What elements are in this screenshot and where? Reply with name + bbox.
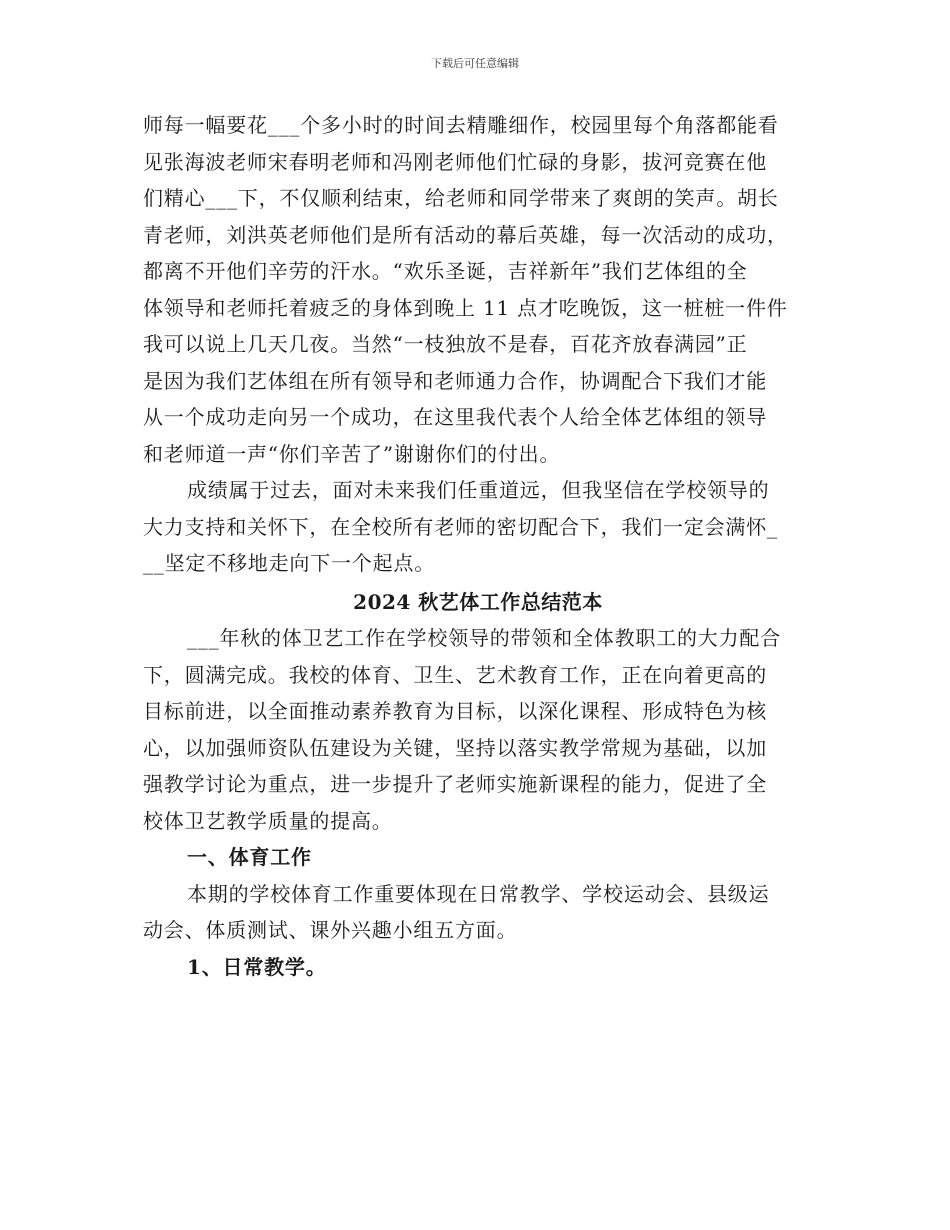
heading-daily-teaching: 1、日常教学。 xyxy=(187,954,327,979)
paragraph-line: 师每一幅要花___个多小时的时间去精雕细作，校园里每个角落都能看 xyxy=(143,113,779,137)
paragraph-line: 从一个成功走向另一个成功，在这里我代表个人给全体艺体组的领导 xyxy=(143,405,767,429)
paragraph-line: 强教学讨论为重点，进一步提升了老师实施新课程的能力，促进了全 xyxy=(143,772,767,796)
heading-sports-work: 一、体育工作 xyxy=(187,845,312,869)
paragraph-line: ___年秋的体卫艺工作在学校领导的带领和全体教职工的大力配合 xyxy=(187,626,781,650)
paragraph-line: 是因为我们艺体组在所有领导和老师通力合作，协调配合下我们才能 xyxy=(143,368,767,393)
paragraph-line: 成绩属于过去，面对未来我们任重道远，但我坚信在学校领导的 xyxy=(187,478,770,502)
paragraph-line: __坚定不移地走向下一个起点。 xyxy=(143,551,435,575)
paragraph-line: 大力支持和关怀下，在全校所有老师的密切配合下，我们一定会满怀_ xyxy=(143,514,778,539)
paragraph-line: 校体卫艺教学质量的提高。 xyxy=(143,808,393,833)
paragraph-line: 我可以说上几天几夜。当然“一枝独放不是春，百花齐放春满园”正 xyxy=(143,332,748,356)
paragraph-line: 目标前进，以全面推动素养教育为目标，以深化课程、形成特色为核 xyxy=(143,699,767,723)
paragraph-line: 见张海波老师宋春明老师和冯刚老师他们忙碌的身影，拔河竞赛在他 xyxy=(143,149,767,174)
paragraph-line: 们精心___下，不仅顺利结束，给老师和同学带来了爽朗的笑声。胡长 xyxy=(143,186,779,210)
paragraph-line: 下，圆满完成。我校的体育、卫生、艺术教育工作，正在向着更高的 xyxy=(143,662,767,687)
paragraph-line: 动会、体质测试、课外兴趣小组五方面。 xyxy=(143,918,518,942)
header-note: 下载后可任意编辑 xyxy=(431,57,519,70)
section-title: 2024 秋艺体工作总结范本 xyxy=(353,589,603,614)
paragraph-line: 都离不开他们辛劳的汗水。“欢乐圣诞，吉祥新年”我们艺体组的全 xyxy=(143,259,748,283)
paragraph-line: 体领导和老师托着疲乏的身体到晚上 11 点才吃晚饭，这一桩桩一件件 xyxy=(143,295,788,320)
paragraph-line: 和老师道一声“你们辛苦了”谢谢你们的付出。 xyxy=(143,441,561,466)
paragraph-line: 本期的学校体育工作重要体现在日常教学、学校运动会、县级运 xyxy=(187,881,770,906)
document-body xyxy=(143,107,813,985)
paragraph-line: 心，以加强师资队伍建设为关键，坚持以落实教学常规为基础，以加 xyxy=(143,735,767,760)
paragraph-line: 青老师，刘洪英老师他们是所有活动的幕后英雄，每一次活动的成功， xyxy=(143,222,788,247)
